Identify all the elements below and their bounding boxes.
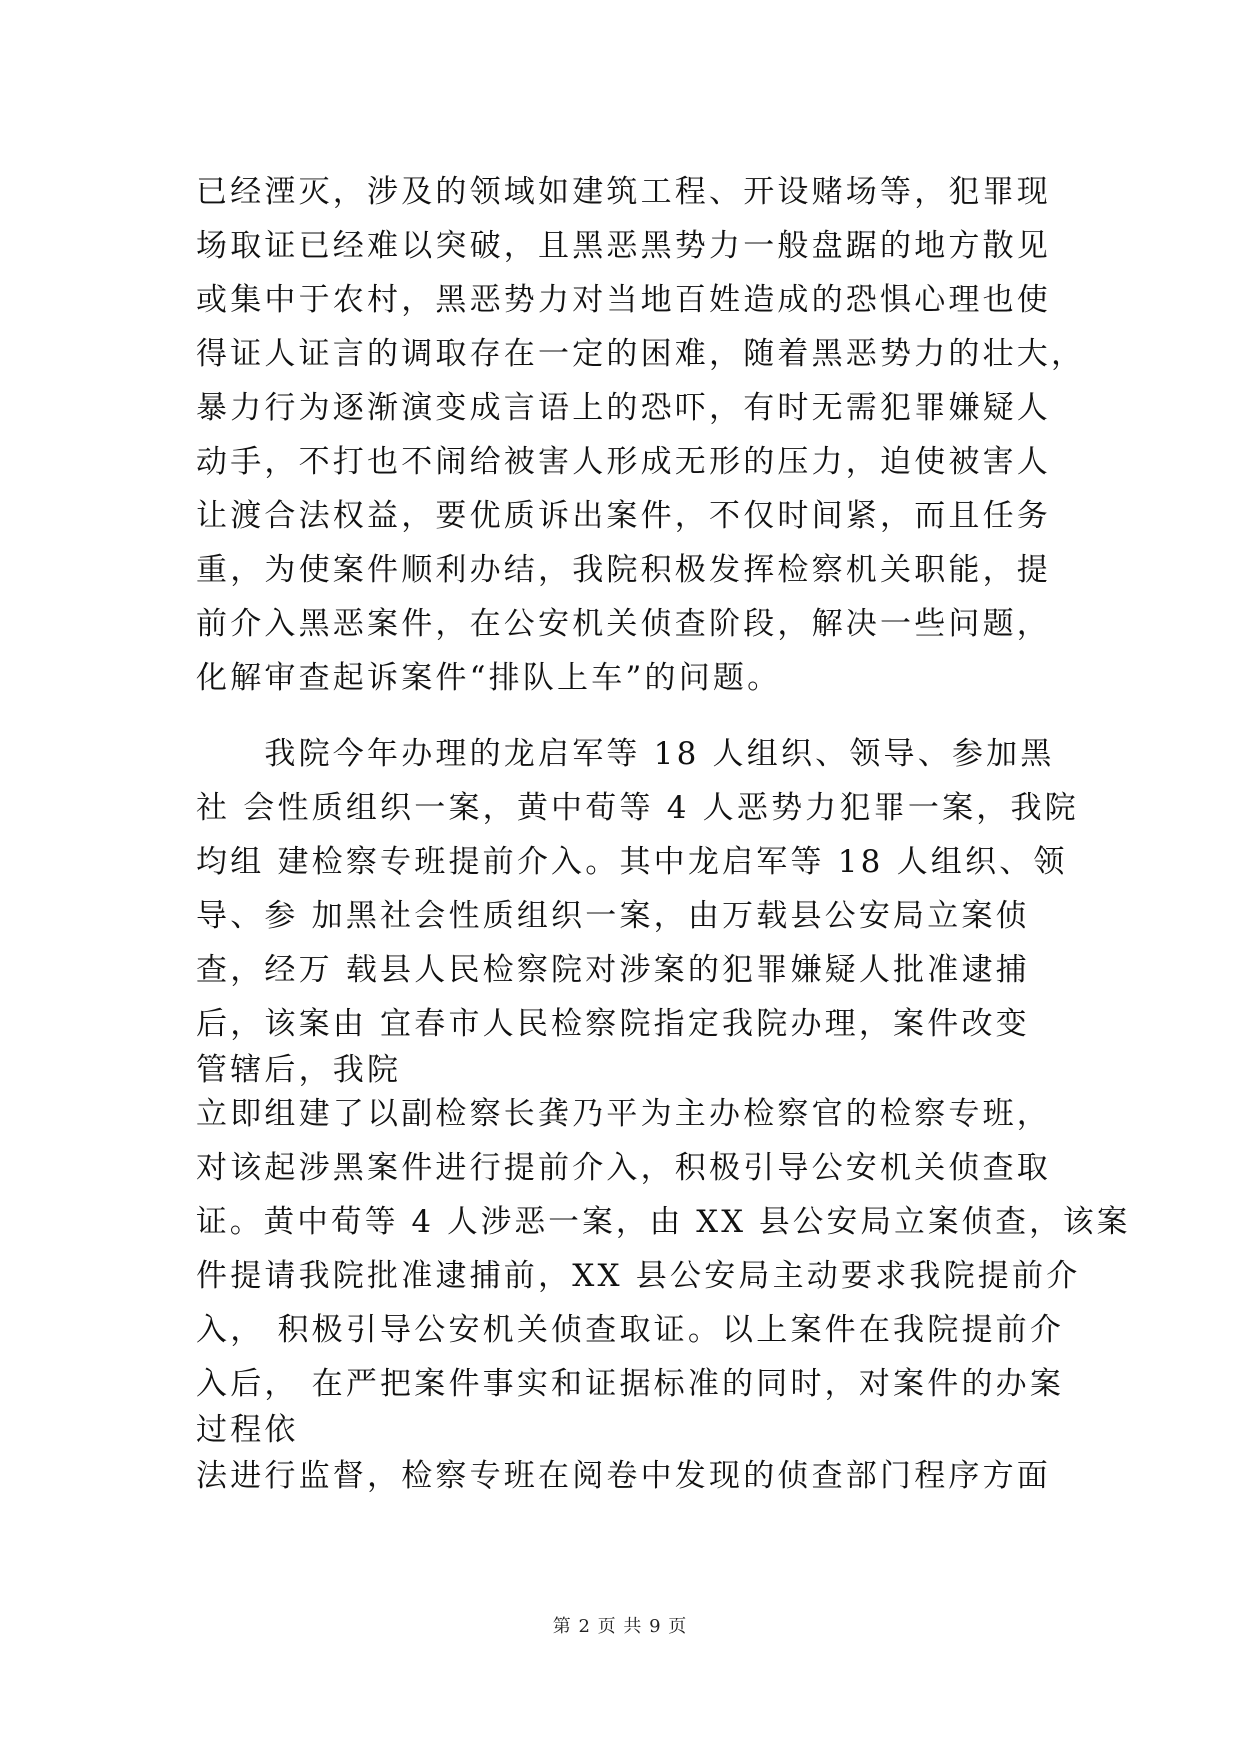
body-text-line: 入， 积极引导公安机关侦查取证。以上案件在我院提前介 <box>196 1312 1065 1348</box>
page-number-footer: 第 2 页 共 9 页 <box>552 1616 688 1637</box>
body-text-line: 已经湮灭，涉及的领域如建筑工程、开设赌场等，犯罪现 <box>196 174 1051 210</box>
body-text-line: 前介入黑恶案件，在公安机关侦查阶段，解决一些问题， <box>196 606 1051 642</box>
body-text-line: 社 会性质组织一案，黄中荀等 4 人恶势力犯罪一案，我院 <box>196 790 1079 826</box>
body-text-line: 均组 建检察专班提前介入。其中龙启军等 18 人组织、领 <box>196 844 1068 880</box>
body-text-line: 或集中于农村，黑恶势力对当地百姓造成的恐惧心理也使 <box>196 282 1051 318</box>
body-text-line: 查，经万 载县人民检察院对涉案的犯罪嫌疑人批准逮捕 <box>196 952 1030 988</box>
body-text-line: 过程依 <box>196 1412 299 1448</box>
body-text-line: 立即组建了以副检察长龚乃平为主办检察官的检察专班， <box>196 1096 1051 1132</box>
body-text-line: 对该起涉黑案件进行提前介入，积极引导公安机关侦查取 <box>196 1150 1051 1186</box>
body-text-line: 管辖后，我院 <box>196 1052 402 1088</box>
body-text-line: 后，该案由 宜春市人民检察院指定我院办理，案件改变 <box>196 1006 1030 1042</box>
body-text-line: 件提请我院批准逮捕前，XX 县公安局主动要求我院提前介 <box>196 1258 1081 1294</box>
body-text-line: 证。黄中荀等 4 人涉恶一案，由 XX 县公安局立案侦查，该案 <box>196 1204 1131 1240</box>
body-text-line: 化解审查起诉案件“排队上车”的问题。 <box>196 660 782 696</box>
body-text-line: 暴力行为逐渐演变成言语上的恐吓，有时无需犯罪嫌疑人 <box>196 390 1051 426</box>
body-text-line: 导、参 加黑社会性质组织一案，由万载县公安局立案侦 <box>196 898 1030 934</box>
body-text-line: 入后， 在严把案件事实和证据标准的同时，对案件的办案 <box>196 1366 1065 1402</box>
body-text-line: 让渡合法权益，要优质诉出案件，不仅时间紧，而且任务 <box>196 498 1051 534</box>
body-text-line: 重，为使案件顺利办结，我院积极发挥检察机关职能，提 <box>196 552 1051 588</box>
body-text-line: 得证人证言的调取存在一定的困难，随着黑恶势力的壮大， <box>196 336 1086 372</box>
body-text-line: 动手，不打也不闹给被害人形成无形的压力，迫使被害人 <box>196 444 1051 480</box>
body-text-line: 场取证已经难以突破，且黑恶黑势力一般盘踞的地方散见 <box>196 228 1051 264</box>
body-text-line: 法进行监督，检察专班在阅卷中发现的侦查部门程序方面 <box>196 1458 1051 1494</box>
paragraph-first-line: 我院今年办理的龙启军等 18 人组织、领导、参加黑 <box>196 736 1055 772</box>
